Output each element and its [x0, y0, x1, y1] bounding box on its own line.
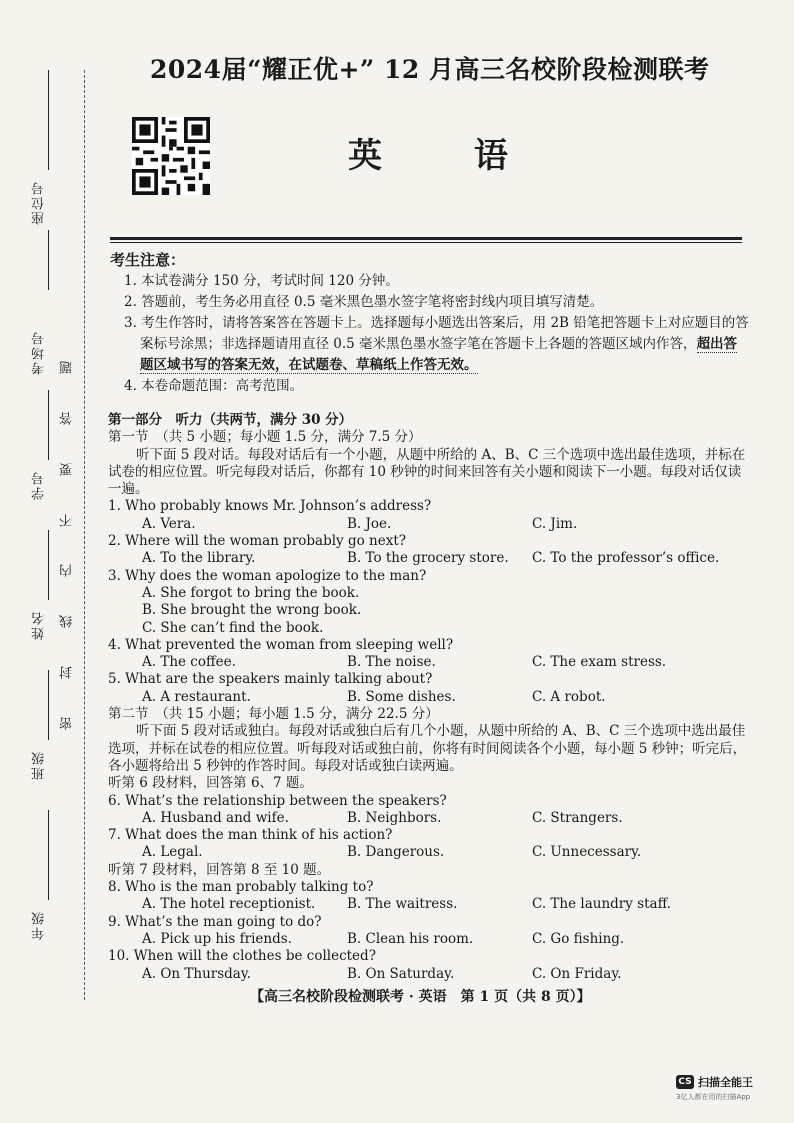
option-b: B. Neighbors.: [347, 809, 442, 826]
question-stem: 5. What are the speakers mainly talking about?: [108, 671, 433, 688]
option-c: C. She can’t find the book.: [142, 619, 324, 636]
question-options: [108, 810, 748, 827]
option-a: A. The hotel receptionist.: [142, 896, 316, 913]
note-item: 1. 本试卷满分 150 分，考试时间 120 分钟。: [124, 273, 399, 289]
option-b: B. The waitress.: [347, 896, 458, 913]
option-a: A. Husband and wife.: [142, 809, 289, 826]
question-stem: 4. What prevented the woman from sleeping well?: [108, 636, 454, 653]
scanner-watermark: [676, 1074, 753, 1101]
scanner-tagline: 3亿人都在用的扫描App: [676, 1093, 751, 1101]
option-b: B. To the grocery store.: [347, 550, 509, 567]
option-b: B. Joe.: [347, 515, 392, 532]
room-label: 考场号: [32, 330, 47, 375]
question-stem: 3. Why does the woman apologize to the man?: [108, 567, 427, 584]
binding-margin: [0, 30, 100, 990]
page-footer: 【高三名校阶段检测联考 · 英语 第 1 页（共 8 页）】: [250, 989, 591, 1005]
notes-heading: 考生注意：: [110, 251, 186, 269]
question-options: [108, 931, 748, 948]
option-b: B. Dangerous.: [347, 844, 445, 861]
option-b: B. On Saturday.: [347, 965, 455, 982]
candidate-notes: [110, 250, 750, 397]
material-note: 听第 7 段材料，回答第 8 至 10 题。: [108, 861, 331, 878]
option-c: C. Jim.: [532, 515, 578, 532]
question-stem: 7. What does the man think of his action?: [108, 827, 393, 844]
option-b: B. She brought the wrong book.: [142, 602, 362, 619]
scanner-name: 扫描全能王: [698, 1076, 753, 1089]
question-options: [108, 654, 748, 671]
seat-label: 座位号: [32, 180, 47, 225]
section-instructions: 听下面 5 段对话。每段对话后有一个小题，从题中所给的 A、B、C 三个选项中选出最佳选项，并标在试卷的相应位置。听完每段对话后，你都有 10 秒钟的时间来回答有关小题和阅读下一小题。每段对话仅读一遍。: [108, 446, 746, 498]
number-label: 学号: [32, 470, 47, 500]
option-b: B. Clean his room.: [347, 930, 474, 947]
option-a: A. She forgot to bring the book.: [142, 584, 360, 601]
option-c: C. To the professor’s office.: [532, 550, 720, 567]
camscanner-logo-icon: CS: [676, 1075, 694, 1089]
option-c: C. Unnecessary.: [532, 844, 642, 861]
option-b: B. Some dishes.: [347, 688, 456, 705]
part-title: 第一部分 听力（共两节，满分 30 分）: [108, 412, 353, 428]
question-options: [108, 550, 748, 567]
option-a: A. To the library.: [142, 550, 256, 567]
question-stem: 2. Where will the woman probably go next?: [108, 533, 406, 550]
option-a: A. A restaurant.: [142, 688, 251, 705]
material-note: 听第 6 段材料，回答第 6、7 题。: [108, 775, 313, 792]
option-c: C. On Friday.: [532, 965, 622, 982]
note-item: 4. 本卷命题范围：高考范围。: [124, 378, 304, 394]
question-stem: 6. What’s the relationship between the speakers?: [108, 792, 447, 809]
option-c: C. The laundry staff.: [532, 896, 671, 913]
question-stem: 9. What’s the man going to do?: [108, 913, 322, 930]
option-b: B. The noise.: [347, 654, 436, 671]
option-a: A. On Thursday.: [142, 965, 251, 982]
question-options: [108, 896, 748, 913]
note-emphasis: 超出答题区域书写的答案无效，在试题卷、草稿纸上作答无效。: [140, 336, 738, 373]
option-c: C. The exam stress.: [532, 654, 667, 671]
class-label: 班级: [32, 750, 47, 780]
qr-code-icon: [132, 117, 210, 195]
option-a: A. Pick up his friends.: [142, 930, 292, 947]
section-instructions: 听下面 5 段对话或独白。每段对话或独白后有几个小题，从题中所给的 A、B、C 三个选项中选出最佳选项，并标在试卷的相应位置。听每段对话或独白前，你将有时间阅读各个小题，每小题 5 秒钟；听完后，各小题将给出 5 秒钟的作答时间。每段对话或独白读两遍。: [108, 723, 747, 774]
section-title: 第二节 （共 15 小题；每小题 1.5 分，满分 22.5 分）: [108, 706, 439, 723]
header-rule: [110, 237, 742, 240]
question-stem: 10. When will the clothes be collected?: [108, 948, 376, 965]
question-options: [108, 966, 748, 983]
option-a: A. The coffee.: [142, 654, 236, 671]
question-options: [108, 689, 748, 706]
note-item: 3. 考生作答时，请将答案答在答题卡上。选择题每小题选出答案后，用 2B 铅笔把答题卡上对应题目的答案标号涂黑；非选择题请用直径 0.5 毫米黑色墨水签字笔在答题卡上各题的答题区域内作答，超出答题区域书写的答案无效，在试题卷、草稿纸上作答无效。: [124, 315, 749, 373]
name-label: 姓名: [32, 610, 47, 640]
option-c: C. Strangers.: [532, 809, 623, 826]
option-c: C. Go fishing.: [532, 930, 625, 947]
option-c: C. A robot.: [532, 688, 606, 705]
section-title: 第一节 （共 5 小题；每小题 1.5 分，满分 7.5 分）: [108, 429, 422, 446]
listening-part: [108, 412, 748, 983]
grade-label: 年级: [32, 910, 47, 940]
page-title: 2024届“耀正优+” 12 月高三名校阶段检测联考: [150, 55, 710, 84]
option-a: A. Vera.: [142, 515, 196, 532]
subject-title: 英 语: [348, 136, 548, 176]
question-stem: 1. Who probably knows Mr. Johnson’s address?: [108, 498, 432, 515]
seal-dashed-line: [84, 70, 85, 1000]
question-stem: 8. Who is the man probably talking to?: [108, 879, 374, 896]
question-options: [108, 516, 748, 533]
note-item: 2. 答题前，考生务必用直径 0.5 毫米黑色墨水签字笔将密封线内项目填写清楚。: [124, 294, 604, 310]
option-a: A. Legal.: [142, 844, 203, 861]
seal-line-text: 密 封 线 内 不 要 答 题: [60, 360, 75, 730]
question-options: [108, 844, 748, 861]
